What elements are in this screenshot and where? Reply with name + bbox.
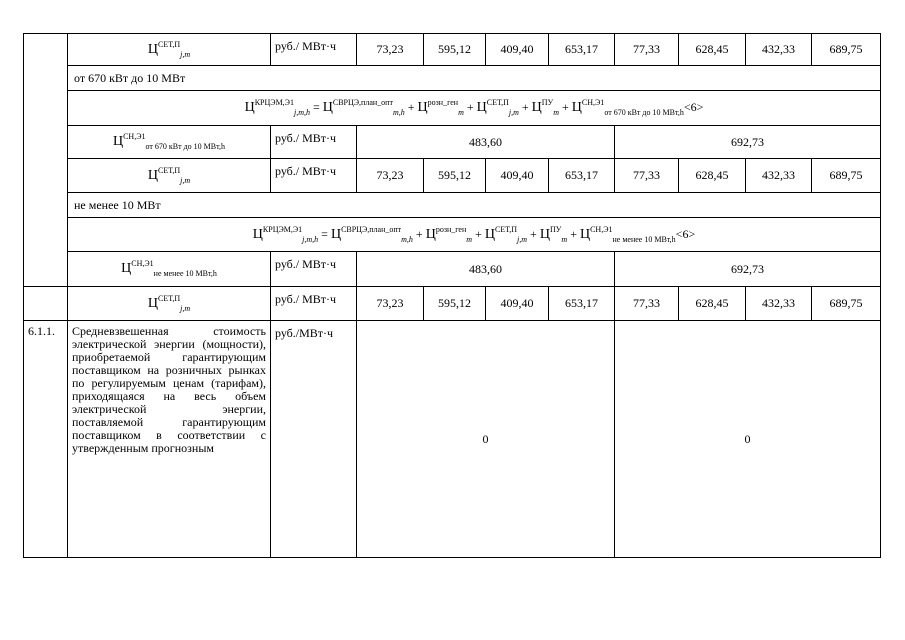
formula-670: $Ц^{КРЦЭМ,Э1}_{j,m,h} = Ц^{СВРЦЭ,план\_опт}_{m,h} + Ц^{розн\_ген}_m + Ц^{СЕТ,П}_{j,m} + Ц^{ПУ}_m + Ц^{СН,Э1}_{от 670 кВт до 10 МВт,h}<6>$ [68,91,881,126]
table-row [24,126,881,159]
value-cell: 653,17 [549,159,615,193]
value-cell: 595,12 [424,159,486,193]
value-cell: 653,17 [549,287,615,321]
value-cell: 432,33 [746,159,812,193]
value-cell: 409,40 [486,287,549,321]
value-cell: 595,12 [424,34,486,66]
table-row [24,91,881,126]
value-cell: 77,33 [615,159,679,193]
item-number: 6.1.1. [24,321,68,558]
value-cell: 692,73 [615,126,881,159]
value-cell: 73,23 [357,159,424,193]
value-cell: 77,33 [615,34,679,66]
unit-cell: руб./ МВт·ч [271,34,357,66]
symbol-label: $Ц^{СН,Э1}_{не менее 10 МВт,h}$ [68,252,271,287]
unit-cell: руб./ МВт·ч [271,159,357,193]
value-cell: 483,60 [357,252,615,287]
value-cell: 689,75 [812,159,881,193]
table-row [24,287,881,321]
unit-cell: руб./ МВт·ч [271,126,357,159]
unit-cell: руб./ МВт·ч [271,252,357,287]
value-cell: 628,45 [679,34,746,66]
value-cell: 432,33 [746,34,812,66]
table-row [24,252,881,287]
unit-cell: руб./ МВт·ч [271,287,357,321]
value-cell: 0 [615,321,881,558]
symbol-label: $Ц^{СЕТ,П}_{j,m}$ [68,287,271,321]
symbol-label: $Ц^{СН,Э1}_{от 670 кВт до 10 МВт,h}$ [68,126,271,159]
value-cell: 692,73 [615,252,881,287]
table-row [24,218,881,252]
value-cell: 73,23 [357,34,424,66]
table-row [24,193,881,218]
number-column-empty [24,34,68,287]
unit-cell: руб./МВт·ч [271,321,357,558]
value-cell: 628,45 [679,287,746,321]
table-row [24,66,881,91]
section-heading: от 670 кВт до 10 МВт [68,66,881,91]
table-row [24,159,881,193]
value-cell: 653,17 [549,34,615,66]
value-cell: 689,75 [812,287,881,321]
table-row [24,321,881,558]
symbol-label: $Ц^{СЕТ,П}_{j,m}$ [68,34,271,66]
value-cell: 595,12 [424,287,486,321]
tariff-table [23,33,881,558]
value-cell: 409,40 [486,34,549,66]
symbol-label: $Ц^{СЕТ,П}_{j,m}$ [68,159,271,193]
value-cell: 483,60 [357,126,615,159]
value-cell: 628,45 [679,159,746,193]
table-row [24,34,881,66]
section-heading: не менее 10 МВт [68,193,881,218]
item-description: Средневзвешенная стоимость электрической энергии (мощности), приобретаемой гарантирующим поставщиком на розничных рынках по регулируемым ценам (тарифам), приходящаяся на весь объем электрической энергии, поставляемой гарантирующим поставщиком в соответствии с утвержденным прогнозным [68,321,271,558]
value-cell: 409,40 [486,159,549,193]
number-column-empty [24,287,68,321]
value-cell: 689,75 [812,34,881,66]
value-cell: 73,23 [357,287,424,321]
value-cell: 0 [357,321,615,558]
formula-10: $Ц^{КРЦЭМ,Э1}_{j,m,h} = Ц^{СВРЦЭ,план\_опт}_{m,h} + Ц^{розн\_ген}_m + Ц^{СЕТ,П}_{j,m} + Ц^{ПУ}_m + Ц^{СН,Э1}_{не менее 10 МВт,h}<6>$ [68,218,881,252]
value-cell: 77,33 [615,287,679,321]
value-cell: 432,33 [746,287,812,321]
